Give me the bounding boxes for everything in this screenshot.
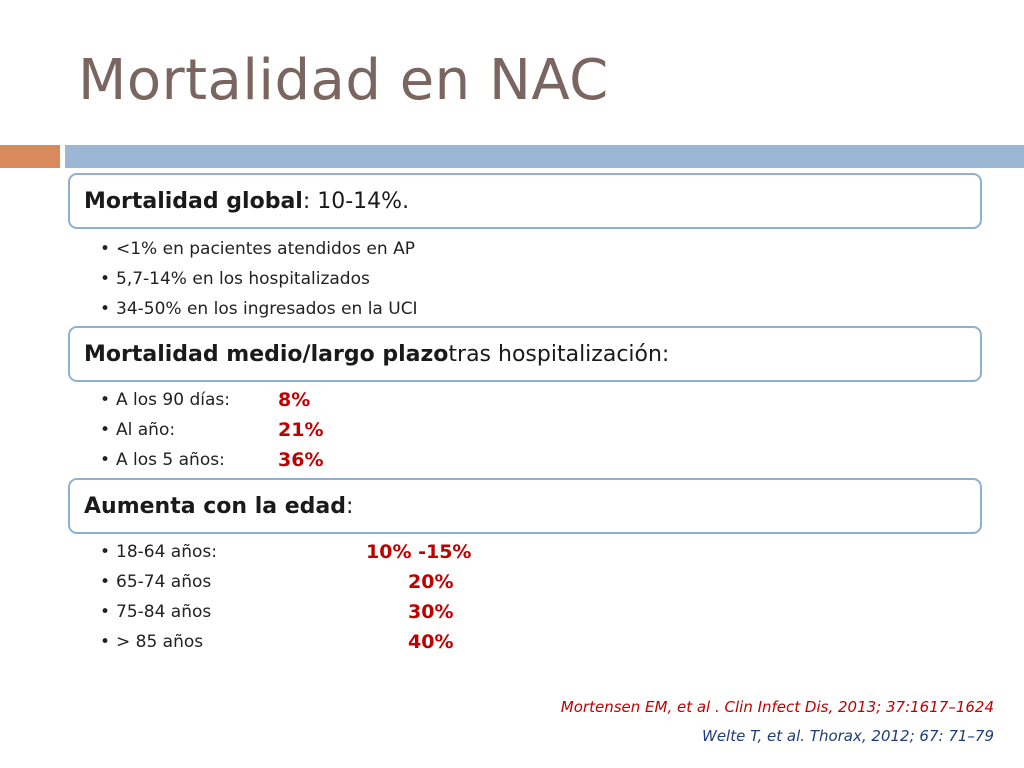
reference-welte: Welte T, et al. Thorax, 2012; 67: 71–79 — [702, 727, 994, 745]
section-heading-rest: : — [346, 493, 354, 519]
list-item: • 5,7-14% en los hospitalizados — [100, 264, 418, 294]
reference-mortensen: Mortensen EM, et al . Clin Infect Dis, 2013; 37:1617–1624 — [560, 698, 994, 716]
slide-title: Mortalidad en NAC — [78, 48, 609, 113]
list-item: • 34-50% en los ingresados en la UCI — [100, 294, 418, 324]
section-heading-bold: Mortalidad global — [84, 188, 303, 214]
list-item: • A los 5 años: 36% — [100, 445, 323, 475]
mortality-value: 36% — [278, 449, 324, 471]
list-item: • 75-84 años 30% — [100, 597, 471, 627]
accent-bar-blue — [65, 145, 1024, 168]
list-item: • A los 90 días: 8% — [100, 385, 323, 415]
list-item: • > 85 años 40% — [100, 627, 471, 657]
bullet-dot-icon: • — [100, 390, 111, 410]
mortality-value: 30% — [408, 601, 454, 623]
accent-bar-orange — [0, 145, 60, 168]
bullet-dot-icon: • — [100, 299, 111, 319]
list-item: • 65-74 años 20% — [100, 567, 471, 597]
section-heading-bold: Mortalidad medio/largo plazo — [84, 341, 449, 367]
section-heading-long-term — [68, 326, 982, 382]
section-heading-global — [68, 173, 982, 229]
bullet-dot-icon: • — [100, 420, 111, 440]
mortality-value: 40% — [408, 631, 454, 653]
bullet-dot-icon: • — [100, 239, 111, 259]
bullet-dot-icon: • — [100, 572, 111, 592]
section-heading-rest: : 10-14%. — [302, 188, 410, 214]
mortality-value: 10% -15% — [366, 541, 472, 563]
bullet-dot-icon: • — [100, 542, 111, 562]
bullet-dot-icon: • — [100, 602, 111, 622]
list-item: • Al año: 21% — [100, 415, 323, 445]
section-heading-rest: tras hospitalización: — [448, 341, 670, 367]
bullet-dot-icon: • — [100, 632, 111, 652]
bullet-dot-icon: • — [100, 269, 111, 289]
section-heading-age — [68, 478, 982, 534]
bullet-list-global — [100, 234, 418, 324]
mortality-value: 20% — [408, 571, 454, 593]
list-item: • <1% en pacientes atendidos en AP — [100, 234, 418, 264]
list-item: • 18-64 años: 10% -15% — [100, 537, 471, 567]
bullet-list-age — [100, 537, 471, 657]
bullet-dot-icon: • — [100, 450, 111, 470]
mortality-value: 21% — [278, 419, 324, 441]
mortality-value: 8% — [278, 389, 311, 411]
section-heading-bold: Aumenta con la edad — [84, 493, 347, 519]
bullet-list-long-term — [100, 385, 323, 475]
